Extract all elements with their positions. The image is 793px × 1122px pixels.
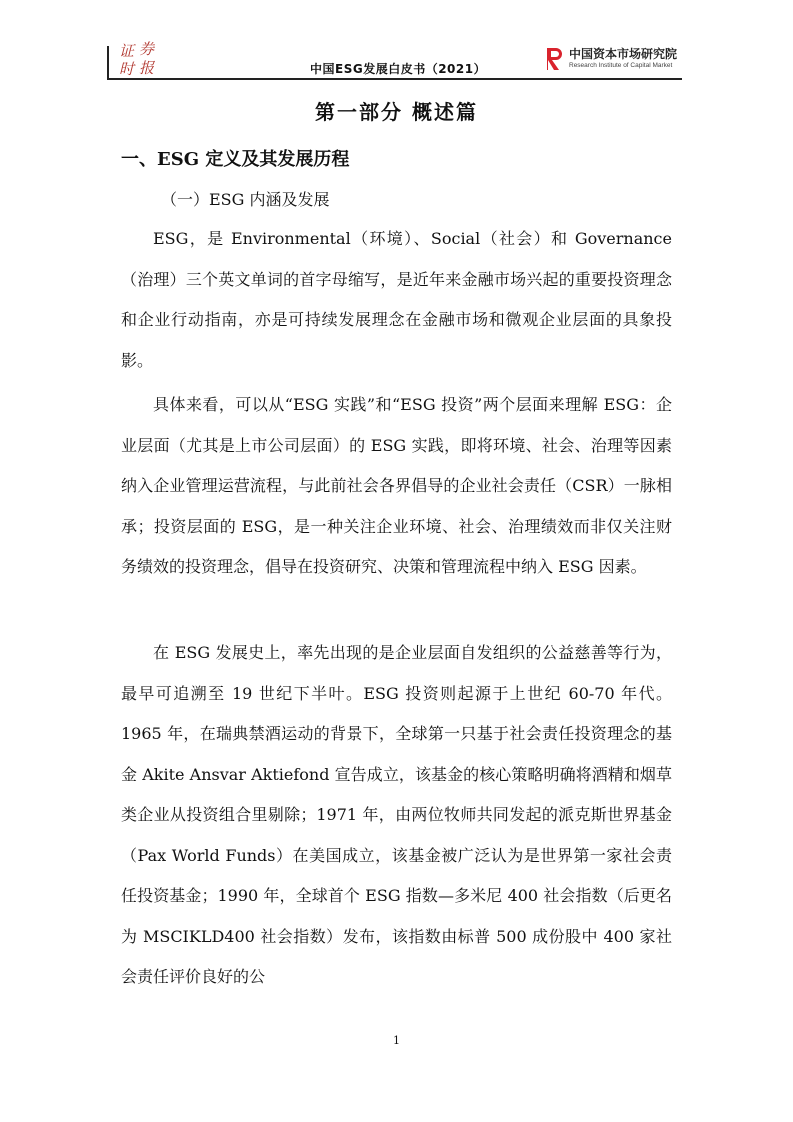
header-horizontal-rule: [107, 78, 682, 80]
institute-r-icon: [545, 46, 565, 72]
subsection-title: （一）ESG 内涵及发展: [161, 190, 330, 209]
logo-char: 证: [119, 42, 135, 60]
section-title: 一、ESG 定义及其发展历程: [121, 149, 350, 170]
logo-char: 报: [139, 59, 155, 77]
paragraph-esg-history: 在 ESG 发展史上，率先出现的是企业层面自发组织的公益慈善等行为，最早可追溯至 19 世纪下半叶。ESG 投资则起源于上世纪 60-70 年代。1965 年，在瑞典禁酒运动的背景下，全球第一只基于社会责任投资理念的基金 Akite Ansvar Aktiefond 宣告成立，该基金的核心策略明确将酒精和烟草类企业从投资组合里剔除；1971 年，由两位牧师共同发起的派克斯世界基金（Pax World Funds）在美国成立，该基金被广泛认为是世界第一家社会责任投资基金；1990 年，全球首个 ESG 指数—多米尼 400 社会指数（后更名为 MSCIKLD400 社会指数）发布，该指数由标普 500 成份股中 400 家社会责任评价良好的公: [121, 643, 672, 986]
institute-name-en: Research Institute of Capital Market: [569, 62, 673, 69]
logo-char: 券: [139, 40, 155, 58]
logo-char: 时: [119, 60, 135, 78]
document-title: 中国ESG发展白皮书（2021）: [310, 62, 487, 76]
securities-times-logo: [119, 42, 159, 78]
paragraph-esg-levels: 具体来看，可以从“ESG 实践”和“ESG 投资”两个层面来理解 ESG：企业层面（尤其是上市公司层面）的 ESG 实践，即将环境、社会、治理等因素纳入企业管理运营流程，与此前社会各界倡导的企业社会责任（CSR）一脉相承；投资层面的 ESG，是一种关注企业环境、社会、治理绩效而非仅关注财务绩效的投资理念，倡导在投资研究、决策和管理流程中纳入 ESG 因素。: [121, 395, 672, 576]
paragraph-esg-definition: ESG，是 Environmental（环境）、Social（社会）和 Governance（治理）三个英文单词的首字母缩写，是近年来金融市场兴起的重要投资理念和企业行动指南，亦是可持续发展理念在金融市场和微观企业层面的具象投影。: [121, 229, 672, 370]
part-title: 第一部分 概述篇: [315, 100, 478, 124]
institute-name-cn: 中国资本市场研究院: [569, 47, 678, 61]
header-vertical-rule: [107, 46, 109, 80]
research-institute-logo: [545, 44, 680, 74]
page-number: 1: [393, 1034, 400, 1047]
